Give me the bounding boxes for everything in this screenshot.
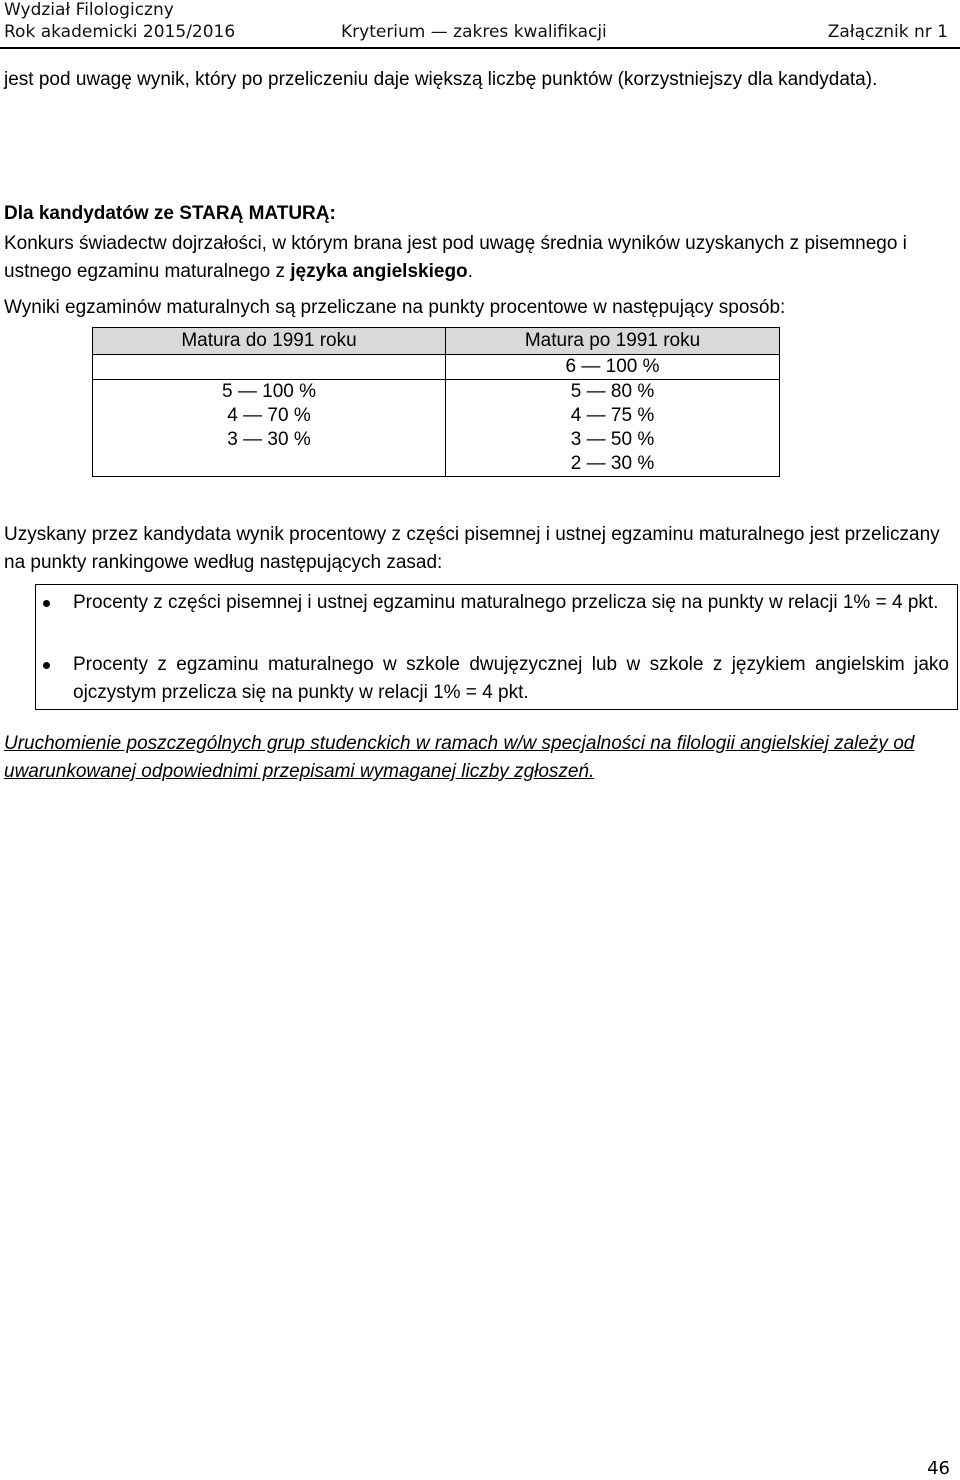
table-cell: 5 — 80 %: [446, 380, 780, 405]
table-cell: 3 — 30 %: [93, 428, 446, 452]
table-row: [93, 404, 780, 428]
table-cell: [93, 355, 446, 380]
table-cell: [93, 452, 446, 477]
intro-paragraph: jest pod uwagę wynik, który po przeliczeniu daje większą liczbę punktów (korzystniejszy dla kandydata).: [4, 69, 878, 90]
table-row: [93, 355, 780, 380]
criterion-title: Kryterium — zakres kwalifikacji: [341, 22, 607, 42]
table-cell: 4 — 75 %: [446, 404, 780, 428]
table-row: [93, 380, 780, 405]
ranking-paragraph: Uzyskany przez kandydata wynik procentowy z części pisemnej i ustnej egzaminu maturalnego jest przeliczany na punkty rankingowe według następujących zasad:: [4, 524, 940, 573]
table-row: [93, 452, 780, 477]
page-number: 46: [927, 1458, 950, 1479]
grades-table: [92, 327, 780, 477]
table-cell: 3 — 50 %: [446, 428, 780, 452]
old-matura-text-before: Konkurs świadectw dojrzałości, w którym brana jest pod uwagę średnia wyników uzyskanych z pisemnego i ustnego egzaminu maturalnego z: [4, 233, 907, 282]
note-paragraph: Uruchomienie poszczególnych grup studenckich w ramach w/w specjalności na filologii angielskiej zależy od uwarunkowanej odpowiednimi przepisami wymaganej liczby zgłoszeń.: [4, 733, 915, 782]
old-matura-text-after: .: [467, 261, 473, 282]
page-header: [0, 0, 960, 46]
table-cell: 5 — 100 %: [93, 380, 446, 405]
academic-year: Rok akademicki 2015/2016: [4, 22, 236, 42]
conversion-paragraph: Wyniki egzaminów maturalnych są przeliczane na punkty procentowe w następujący sposób:: [4, 297, 786, 318]
table-cell: 2 — 30 %: [446, 452, 780, 477]
old-matura-subject: języka angielskiego: [290, 261, 468, 282]
ranking-rules-box: [35, 584, 958, 710]
bullet-icon: [43, 662, 50, 669]
rule-item: [73, 651, 949, 707]
rule-text: Procenty z części pisemnej i ustnej egzaminu maturalnego przelicza się na punkty w relacji 1% = 4 pkt.: [73, 592, 939, 613]
table-header-row: [93, 328, 780, 355]
column-header: Matura do 1991 roku: [93, 328, 446, 355]
table-row: [93, 428, 780, 452]
table-cell: 4 — 70 %: [93, 404, 446, 428]
rule-item: [73, 589, 949, 617]
old-matura-heading: Dla kandydatów ze STARĄ MATURĄ:: [4, 203, 336, 224]
rule-text: Procenty z egzaminu maturalnego w szkole dwujęzycznej lub w szkole z językiem angielskim jako ojczystym przelicza się na punkty w relacji 1% = 4 pkt.: [73, 654, 949, 703]
table-cell: 6 — 100 %: [446, 355, 780, 380]
faculty-name: Wydział Filologiczny: [4, 0, 174, 20]
old-matura-description: [4, 230, 950, 286]
header-divider: [0, 47, 960, 49]
annex-label: Załącznik nr 1: [827, 22, 948, 42]
column-header: Matura po 1991 roku: [446, 328, 780, 355]
bullet-icon: [43, 600, 50, 607]
